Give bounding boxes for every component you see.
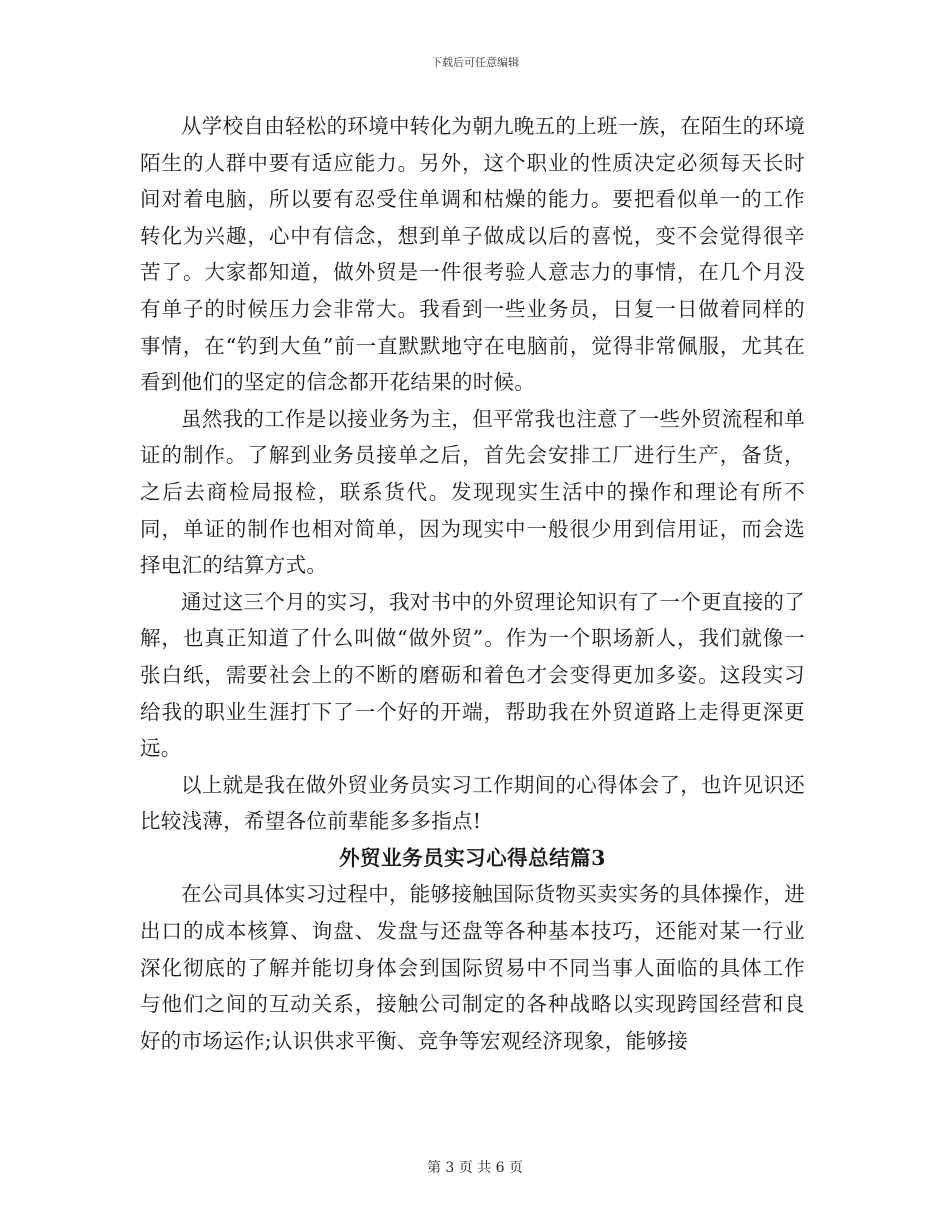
page-number: 第 3 页 共 6 页 (426, 1160, 524, 1176)
paragraph: 从学校自由轻松的环境中转化为朝九晚五的上班一族，在陌生的环境陌生的人群中要有适应能力。另外，这个职业的性质决定必须每天长时间对着电脑，所以要有忍受住单调和枯燥的能力。要把看似单一的工作转化为兴趣，心中有信念，想到单子做成以后的喜悦，变不会觉得很辛苦了。大家都知道，做外贸是一件很考验人意志力的事情，在几个月没有单子的时候压力会非常大。我看到一些业务员，日复一日做着同样的事情，在“钓到大鱼”前一直默默地守在电脑前，觉得非常佩服，尤其在看到他们的坚定的信念都开花结果的时候。 (140, 114, 805, 395)
paragraph: 虽然我的工作是以接业务为主，但平常我也注意了一些外贸流程和单证的制作。了解到业务员接单之后，首先会安排工厂进行生产，备货，之后去商检局报检，联系货代。发现现实生活中的操作和理论有所不同，单证的制作也相对简单，因为现实中一般很少用到信用证，而会选择电汇的结算方式。 (140, 406, 805, 578)
header-note: 下载后可任意编辑 (431, 56, 519, 69)
paragraph: 通过这三个月的实习，我对书中的外贸理论知识有了一个更直接的了解，也真正知道了什么叫做“做外贸”。作为一个职场新人，我们就像一张白纸，需要社会上的不断的磨砺和着色才会变得更加多姿。这段实习给我的职业生涯打下了一个好的开端，帮助我在外贸道路上走得更深更远。 (140, 589, 805, 761)
document-body (140, 108, 805, 1059)
paragraph: 以上就是我在做外贸业务员实习工作期间的心得体会了，也许见识还比较浅薄，希望各位前辈能多多指点! (140, 772, 805, 834)
section-title: 外贸业务员实习心得总结篇3 (339, 845, 606, 870)
paragraph: 在公司具体实习过程中，能够接触国际货物买卖实务的具体操作，进出口的成本核算、询盘、发盘与还盘等各种基本技巧，还能对某一行业深化彻底的了解并能切身体会到国际贸易中不同当事人面临的具体工作与他们之间的互动关系，接触公司制定的各种战略以实现跨国经营和良好的市场运作;认识供求平衡、竞争等宏观经济现象，能够接 (140, 882, 805, 1053)
